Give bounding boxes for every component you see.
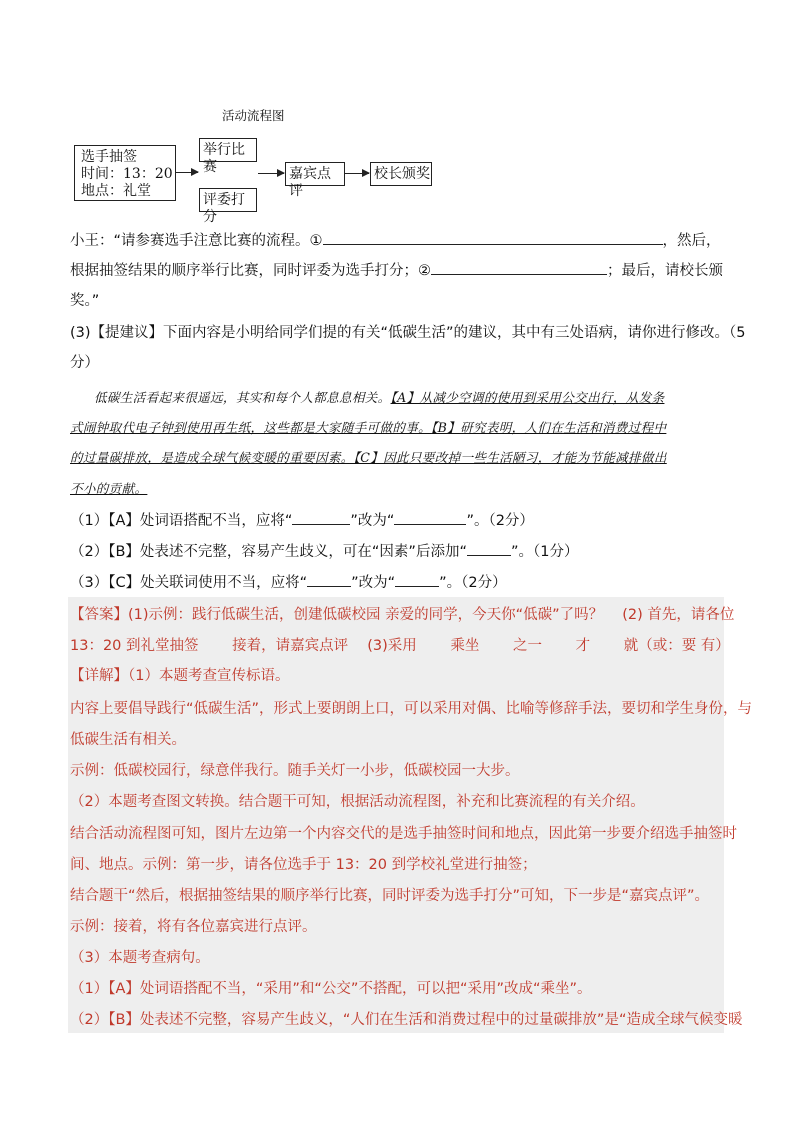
q3-sub2: [70, 540, 578, 561]
blank-3[interactable]: [292, 512, 350, 525]
q3-prompt-cont: 分）: [70, 355, 99, 371]
q2-line2: [70, 259, 723, 280]
answer-line2: 13：20 到礼堂抽签 接着，请嘉宾点评 (3)采用 乘坐 之一 才 就（或：要 有）: [70, 638, 730, 654]
blank-5[interactable]: [467, 543, 511, 556]
detail-line6: 结合活动流程图可知，图片左边第一个内容交代的是选手抽签时间和地点，因此第一步要介绍选手抽签时: [70, 826, 737, 842]
sub3-mid: ”改为“: [351, 575, 396, 591]
sub1-end: ”。（2分）: [466, 513, 534, 529]
answer-label: 【答案】: [70, 607, 128, 623]
detail-line12: （2）【B】处表述不完整，容易产生歧义，“人们在生活和消费过程中的过量碳排放”是“造成全球气候变暖: [70, 1012, 743, 1028]
q2-line2-end: ；最后，请校长颁: [607, 263, 723, 279]
flowchart-title: 活动流程图: [222, 108, 285, 123]
draw-place: 地点：礼堂: [81, 183, 151, 199]
blank-1[interactable]: [323, 232, 663, 245]
detail-line11: （1）【A】处词语搭配不当，“采用”和“公交”不搭配，可以把“采用”改成“乘坐”。: [70, 981, 592, 997]
flow-box-draw: [74, 145, 176, 201]
arrow-1: [176, 172, 198, 173]
sub2-text: （2）【B】处表述不完整，容易产生歧义，可在“因素”后添加“: [70, 544, 467, 560]
detail-line3: 低碳生活有相关。: [70, 732, 186, 748]
blank-6[interactable]: [307, 574, 351, 587]
q2-line1: [70, 229, 721, 250]
detail-label: 【详解】: [70, 668, 128, 684]
detail-line1: [70, 664, 289, 685]
flow-box-competition: 举行比赛: [199, 138, 257, 162]
arrow-3: [345, 173, 369, 174]
detail-line10: （3）本题考查病句。: [70, 950, 210, 966]
passage-line3: 的过量碳排放，是造成全球气候变暖的重要因素。【C】因此只要改掉一些生活陋习，才能为节能减排做出: [70, 450, 667, 465]
passage-line4: 不小的贡献。: [70, 481, 148, 496]
detail-line7: 间、地点。示例：第一步，请各位选手于 13：20 到学校礼堂进行抽签；: [70, 857, 537, 873]
draw-time: 时间：13：20: [81, 166, 173, 182]
q3-sub1: [70, 509, 534, 530]
passage-line2: [70, 417, 666, 436]
q2-line1-text: 小王：“请参赛选手注意比赛的流程。①: [70, 233, 323, 249]
q3-prompt: (3)【提建议】下面内容是小明给同学们提的有关“低碳生活”的建议，其中有三处语病，请你进行修改。（5: [70, 325, 746, 341]
q2-line3: 奖。”: [70, 293, 100, 309]
passage-plain: 低碳生活看起来很遥远，其实和每个人都息息相关。: [94, 390, 391, 405]
arrow-2: [258, 173, 284, 174]
blank-7[interactable]: [395, 574, 439, 587]
blank-2[interactable]: [431, 262, 607, 275]
flow-box-award: 校长颁奖: [370, 162, 432, 186]
passage-line1: [94, 387, 664, 406]
blank-4[interactable]: [394, 512, 466, 525]
answer-text: (1)示例：践行低碳生活，创建低碳校园 亲爱的同学，今天你“低碳”了吗？ (2) 首先，请各位: [128, 607, 735, 623]
detail-line2: 内容上要倡导践行“低碳生活”，形式上要朗朗上口，可以采用对偶、比喻等修辞手法，要切和学生身份，与: [70, 701, 753, 717]
sub3-end: ”。（2分）: [439, 575, 507, 591]
detail-line9: 示例：接着，将有各位嘉宾进行点评。: [70, 919, 317, 935]
passage-a-cont: 式闹钟取代电子钟到使用再生纸，这些都是大家随手可做的事。: [70, 420, 432, 435]
flow-box-guest-review: 嘉宾点评: [285, 162, 345, 186]
sub1-mid: ”改为“: [350, 513, 395, 529]
sub2-end: ”。（1分）: [510, 544, 579, 560]
passage-a: 【A】从减少空调的使用到采用公交出行，从发条: [390, 390, 665, 405]
answer-line1: [70, 603, 734, 624]
answer-shade: [68, 597, 724, 1033]
detail-line5: （2）本题考查图文转换。结合题干可知，根据活动流程图，补充和比赛流程的有关介绍。: [70, 794, 645, 810]
sub1-text: （1）【A】处词语搭配不当，应将“: [70, 513, 293, 529]
q3-sub3: [70, 571, 507, 592]
q2-line1-end: ，然后，: [662, 233, 721, 249]
flow-box-judges: 评委打分: [199, 188, 257, 212]
draw-label: 选手抽签: [81, 149, 137, 165]
sub3-text: （3）【C】处关联词使用不当，应将“: [70, 575, 308, 591]
passage-b: 【B】研究表明，人们在生活和消费过程中: [431, 420, 667, 435]
detail-text: （1）本题考查宣传标语。: [128, 668, 290, 684]
detail-line8: 结合题干“然后，根据抽签结果的顺序举行比赛，同时评委为选手打分”可知，下一步是“嘉宾点评”。: [70, 888, 710, 904]
q2-line2-text: 根据抽签结果的顺序举行比赛，同时评委为选手打分；②: [70, 263, 431, 279]
detail-line4: 示例：低碳校园行，绿意伴我行。随手关灯一小步，低碳校园一大步。: [70, 763, 520, 779]
